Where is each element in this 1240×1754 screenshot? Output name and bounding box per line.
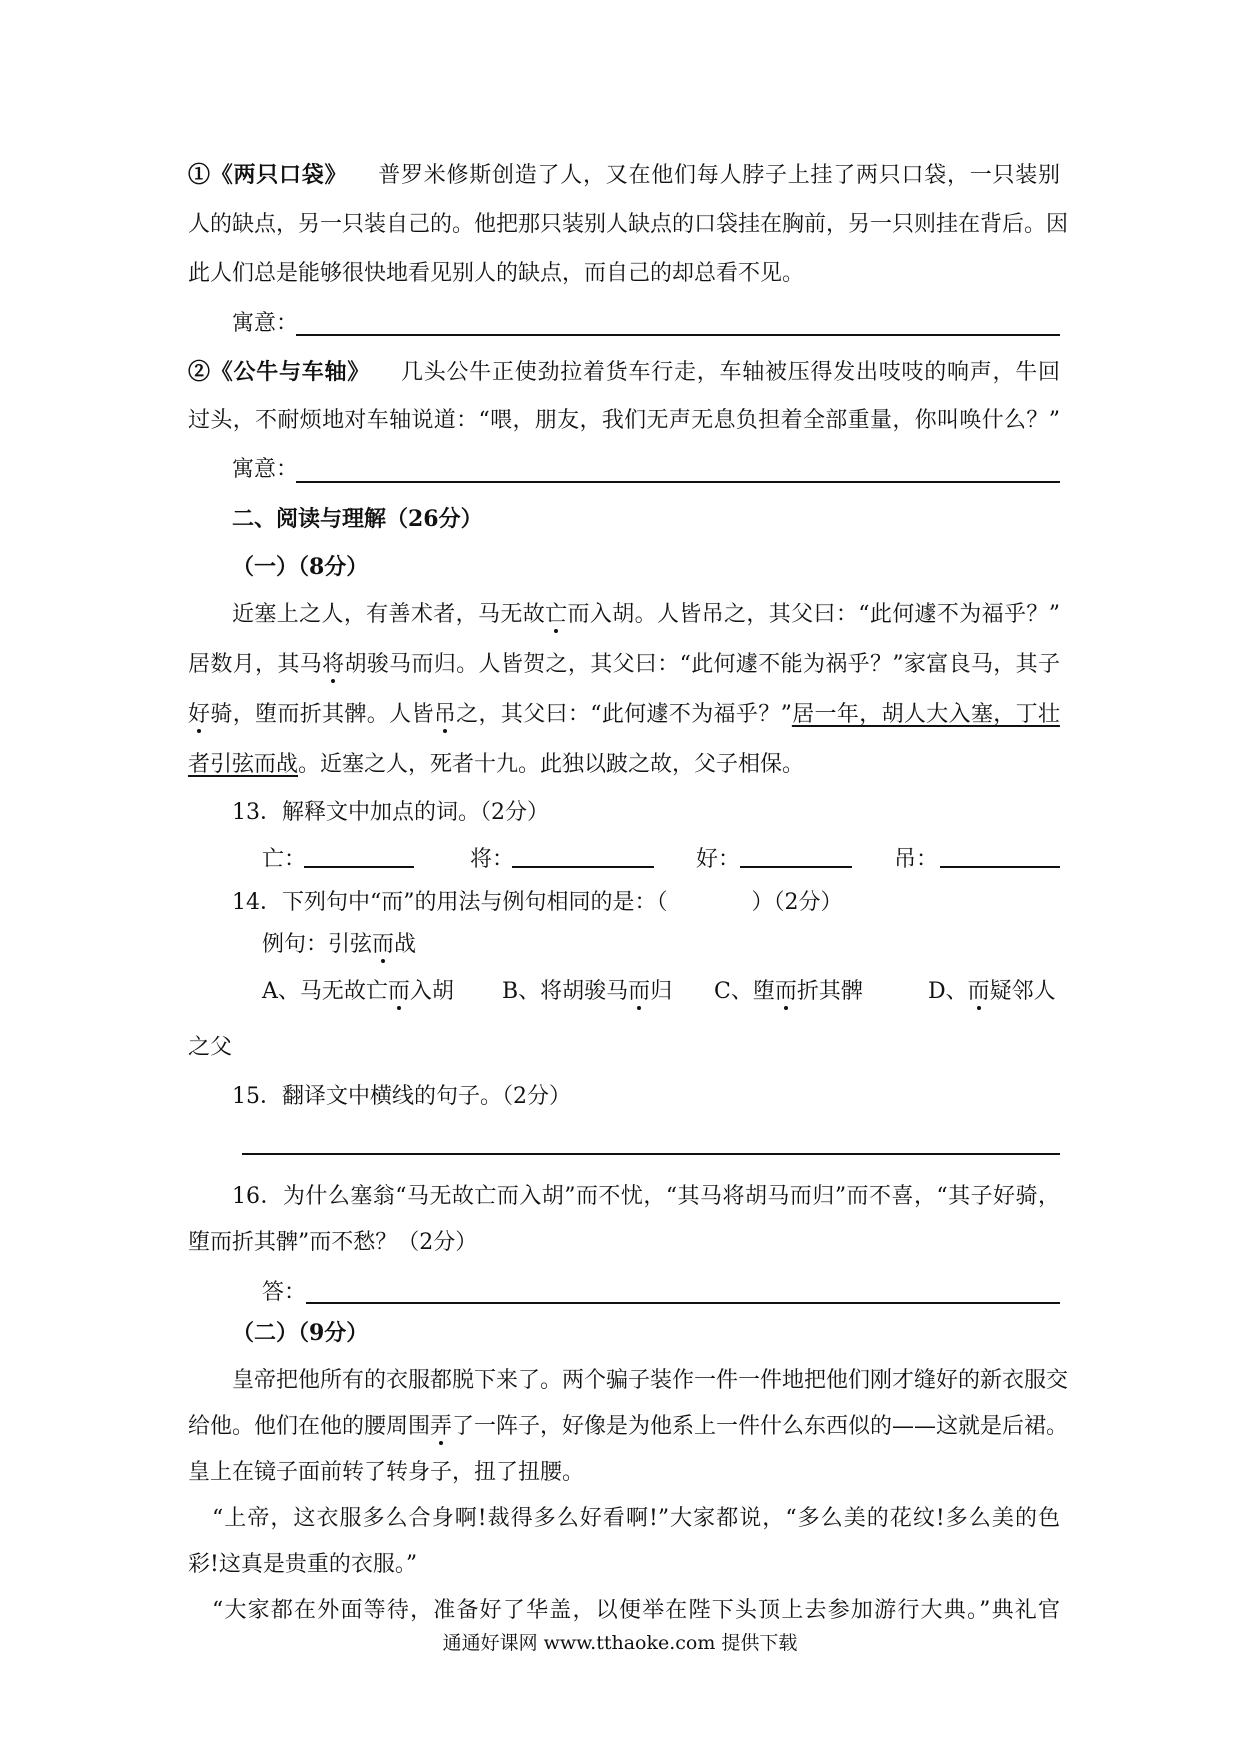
fable2-moral-label: 寓意：	[232, 457, 299, 482]
q14-option-c[interactable]: C、堕而折其髀	[714, 979, 863, 1004]
fable1-line2: 人的缺点，另一只装自己的。他把那只装别人缺点的口袋挂在胸前，另一只则挂在背后。因	[188, 212, 1069, 237]
q13-blank-wang[interactable]	[304, 866, 414, 868]
q13-text: 13．解释文中加点的词。（2分）	[232, 800, 549, 825]
fable2-line1: ②《公牛与车轴》 几头公牛正使劲拉着货车行走，车轴被压得发出吱吱的响声，牛回	[188, 359, 1060, 385]
dot-word-wang: 亡	[545, 602, 568, 627]
part2-title: （二）（9分）	[232, 1320, 369, 1346]
part1-para-line3: 好骑，堕而折其髀。人皆吊之，其父曰：“此何遽不为福乎？”居一年，胡人大入塞，丁壮	[188, 702, 1060, 727]
translation-sentence-part2: 者引弦而战	[188, 752, 299, 777]
q14-option-d-continued: 之父	[188, 1035, 233, 1060]
part1-title: （一）（8分）	[232, 554, 369, 580]
dot-word-nong: 弄	[430, 1414, 453, 1439]
q13-label-wang: 亡：	[262, 847, 307, 872]
part2-line3: 皇上在镜子面前转了转身子，扭了扭腰。	[188, 1460, 585, 1485]
q13-label-diao: 吊：	[894, 847, 939, 872]
q16-line2: 堕而折其髀”而不愁？（2分）	[188, 1230, 478, 1255]
fable1-moral-label: 寓意：	[232, 311, 299, 336]
q14-text: 14．下列句中“而”的用法与例句相同的是：（ ）（2分）	[232, 890, 843, 915]
fable2-moral-answer-line[interactable]	[296, 481, 1060, 483]
dot-word-hao: 好	[188, 702, 211, 727]
dot-word-jiang: 将	[322, 652, 345, 677]
part1-para-line4: 者引弦而战。近塞之人，死者十九。此独以跛之故，父子相保。	[188, 752, 805, 777]
page-footer: 通通好课网 www.tthaoke.com 提供下载	[442, 1632, 798, 1654]
dot-word-diao: 吊	[433, 702, 457, 727]
part1-para-line2: 居数月，其马将胡骏马而归。人皆贺之，其父曰：“此何遽不能为祸乎？”家富良马，其子	[188, 652, 1060, 677]
fable1-moral-answer-line[interactable]	[296, 334, 1060, 336]
q16-answer-line[interactable]	[306, 1302, 1060, 1304]
fable1-line3: 此人们总是能够很快地看见别人的缺点，而自己的却总看不见。	[188, 261, 805, 286]
fable1-line1: ①《两只口袋》 普罗米修斯创造了人，又在他们每人脖子上挂了两只口袋，一只装别	[188, 162, 1060, 188]
q14-option-d[interactable]: D、而疑邻人	[928, 979, 1056, 1004]
q13-blank-jiang[interactable]	[512, 866, 654, 868]
q16-line1: 16．为什么塞翁“马无故亡而入胡”而不忧，“其马将胡马而归”而不喜，“其子好骑，	[232, 1184, 1060, 1209]
q14-option-a[interactable]: A、马无故亡而入胡	[262, 979, 454, 1004]
translation-sentence-part1: 居一年，胡人大入塞，丁壮	[791, 702, 1060, 727]
part1-para-line1: 近塞上之人，有善术者，马无故亡而入胡。人皆吊之，其父曰：“此何遽不为福乎？”	[232, 602, 1060, 627]
part2-line4: “上帝，这衣服多么合身啊!裁得多么好看啊!”大家都说，“多么美的花纹!多么美的色	[212, 1506, 1060, 1531]
part2-line2: 给他。他们在他的腰周围弄了一阵子，好像是为他系上一件什么东西似的——这就是后裙。	[188, 1414, 1069, 1439]
q13-blank-diao[interactable]	[940, 866, 1060, 868]
q13-label-jiang: 将：	[470, 847, 515, 872]
part2-line6: “大家都在外面等待，准备好了华盖，以便举在陛下头顶上去参加游行大典。”典礼官	[212, 1598, 1060, 1623]
q15-answer-line[interactable]	[242, 1153, 1060, 1155]
q16-answer-label: 答：	[262, 1280, 307, 1305]
fable1-title: ①《两只口袋》	[188, 162, 348, 188]
q15-text: 15．翻译文中横线的句子。（2分）	[232, 1084, 571, 1109]
q13-label-hao: 好：	[696, 847, 741, 872]
q14-example: 例句：引弦而战	[262, 932, 417, 957]
fable2-title: ②《公牛与车轴》	[188, 359, 370, 385]
part2-line1: 皇帝把他所有的衣服都脱下来了。两个骗子装作一件一件地把他们刚才缝好的新衣服交	[232, 1368, 1069, 1393]
fable2-line2: 过头，不耐烦地对车轴说道：“喂，朋友，我们无声无息负担着全部重量，你叫唤什么？”	[188, 408, 1060, 433]
part2-line5: 彩!这真是贵重的衣服。”	[188, 1552, 418, 1577]
q14-option-b[interactable]: B、将胡骏马而归	[502, 979, 673, 1004]
q13-blank-hao[interactable]	[740, 866, 852, 868]
section2-title: 二、阅读与理解（26分）	[232, 506, 483, 532]
